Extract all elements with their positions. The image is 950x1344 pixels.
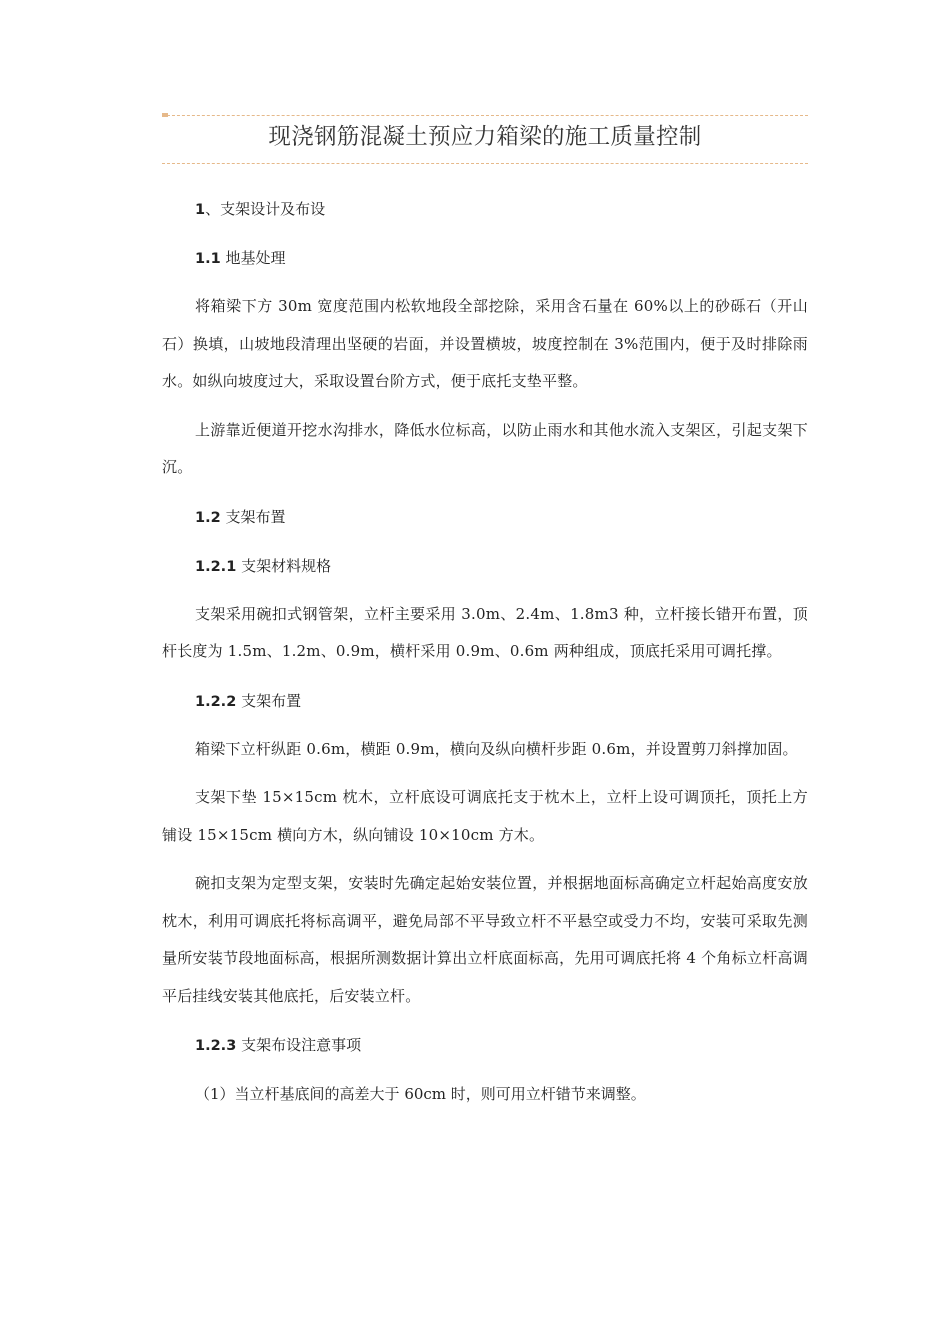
paragraph-6: 碗扣支架为定型支架，安装时先确定起始安装位置，并根据地面标高确定立杆起始高度安放枕木，利用可调底托将标高调平，避免局部不平导致立杆不平悬空或受力不均，安装可采取先测量所安装节段地面标高，根据所测数据计算出立杆底面标高，先用可调底托将 4 个角标立杆高调平后挂线安装其他底托，后安装立杆。 — [162, 874, 808, 1005]
paragraph-1: 将箱梁下方 30m 宽度范围内松软地段全部挖除，采用含石量在 60%以上的砂砾石（开山石）换填，山坡地段清理出坚硬的岩面，并设置横坡，坡度控制在 3%范围内，便于及时排除雨水。如纵向坡度过大，采取设置台阶方式，便于底托支垫平整。 — [162, 297, 808, 390]
title-rule-bottom — [162, 163, 808, 164]
section-heading-1 — [162, 190, 808, 229]
paragraph-5: 支架下垫 15×15cm 枕木，立杆底设可调底托支于枕木上，立杆上设可调顶托，顶托上方铺设 15×15cm 横向方木，纵向铺设 10×10cm 方木。 — [162, 788, 808, 844]
list-item-1: （1）当立杆基底间的高差大于 60cm 时，则可用立杆错节来调整。 — [195, 1085, 646, 1103]
section-number: 1.2.3 — [195, 1038, 237, 1054]
section-heading-1-2-1 — [162, 547, 808, 586]
section-label: 、支架设计及布设 — [205, 200, 326, 218]
section-number: 1 — [195, 202, 206, 218]
section-heading-1-2-2 — [162, 682, 808, 721]
paragraph-4: 箱梁下立杆纵距 0.6m，横距 0.9m，横向及纵向横杆步距 0.6m，并设置剪刀斜撑加固。 — [195, 739, 798, 758]
section-number: 1.1 — [195, 251, 221, 267]
paragraph-2: 上游靠近便道开挖水沟排水，降低水位标高，以防止雨水和其他水流入支架区，引起支架下沉。 — [162, 420, 808, 476]
section-number: 1.2.1 — [195, 558, 237, 575]
section-heading-1-2 — [162, 498, 808, 537]
section-label: 支架材料规格 — [241, 556, 332, 575]
section-number: 1.2.2 — [195, 693, 237, 710]
section-label: 地基处理 — [225, 249, 286, 267]
title-rule-top — [162, 115, 808, 116]
section-label: 支架布置 — [225, 507, 286, 526]
section-heading-1-2-3 — [162, 1026, 808, 1065]
paragraph-3: 支架采用碗扣式钢管架，立杆主要采用 3.0m、2.4m、1.8m3 种，立杆接长错开布置，顶杆长度为 1.5m、1.2m、0.9m，横杆采用 0.9m、0.6m 两种组成，顶底托采用可调托撑。 — [162, 604, 808, 660]
section-heading-1-1 — [162, 239, 808, 278]
document-title: 现浇钢筋混凝土预应力箱梁的施工质量控制 — [268, 124, 702, 150]
document-body — [162, 190, 808, 1113]
section-number: 1.2 — [195, 509, 221, 526]
section-label: 支架布设注意事项 — [241, 1036, 362, 1054]
section-label: 支架布置 — [241, 691, 302, 710]
